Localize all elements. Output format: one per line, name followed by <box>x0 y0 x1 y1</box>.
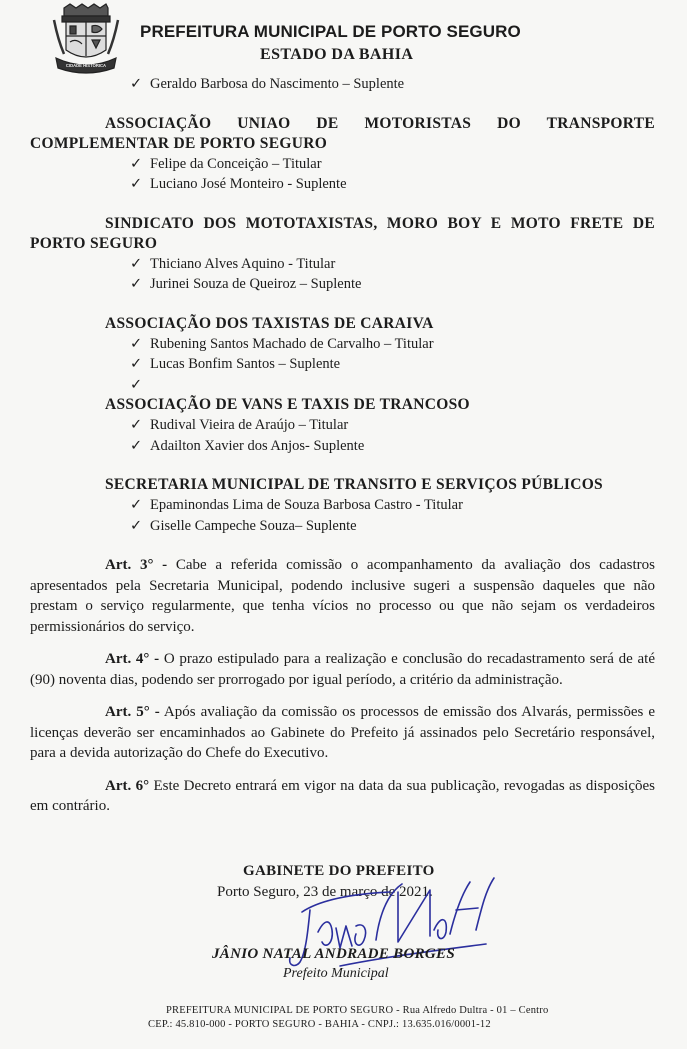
member-name: Rudival Vieira de Araújo – Titular <box>150 417 349 433</box>
list-item <box>30 354 655 375</box>
list-item <box>30 334 655 355</box>
article-3 <box>30 555 655 637</box>
place-date: Porto Seguro, 23 de março de 2021. <box>217 884 433 900</box>
member-name: Lucas Bonfim Santos – Suplente <box>150 356 341 372</box>
mayor-role: Prefeito Municipal <box>283 966 389 981</box>
check-icon: ✓ <box>130 376 143 393</box>
member-name: Thiciano Alves Aquino - Titular <box>150 255 336 272</box>
check-icon: ✓ <box>130 417 143 433</box>
list-item <box>30 436 655 457</box>
org-heading: ASSOCIAÇÃO DE VANS E TAXIS DE TRANCOSO <box>105 396 470 413</box>
check-icon: ✓ <box>130 497 143 513</box>
article-label: Art. 6° <box>105 777 150 794</box>
list-item <box>30 254 655 275</box>
check-icon: ✓ <box>130 437 143 454</box>
check-icon: ✓ <box>130 276 143 292</box>
signature-block <box>0 860 687 990</box>
article-4 <box>30 649 655 690</box>
org-heading: ASSOCIAÇÃO UNIAO DE MOTORISTAS DO TRANSPORTE COMPLEMENTAR DE PORTO SEGURO <box>30 114 655 152</box>
article-text: O prazo estipulado para a realização e conclusão do recadastramento será de até (90) noventa dias, podendo ser prorrogado por igual período, a critério da administração. <box>30 651 655 688</box>
municipal-crest-icon <box>50 2 122 76</box>
check-icon: ✓ <box>130 155 143 172</box>
mayor-name: JÂNIO NATAL ANDRADE BORGES <box>212 946 455 962</box>
crest-banner-text: CIDADE HISTORICA <box>65 63 107 68</box>
article-6 <box>30 776 655 817</box>
office-title: GABINETE DO PREFEITO <box>243 863 435 879</box>
check-icon: ✓ <box>130 176 143 192</box>
org-heading: SINDICATO DOS MOTOTAXISTAS, MORO BOY E MOTO FRETE DE PORTO SEGURO <box>30 214 655 252</box>
list-item <box>30 154 655 175</box>
list-item <box>30 415 655 436</box>
article-text: Após avaliação da comissão os processos de emissão dos Alvarás, permissões e licenças deverão ser encaminhados ao Gabinete do Prefeito já assinados pelo Secretário responsável, para a devida autorização do Chefe do Executivo. <box>30 704 655 761</box>
article-label: Art. 4° - <box>105 651 160 667</box>
article-label: Art. 5° - <box>105 704 160 720</box>
list-item <box>30 375 655 396</box>
member-name: Luciano José Monteiro - Suplente <box>150 176 347 192</box>
check-icon: ✓ <box>130 517 143 534</box>
list-item <box>30 74 655 95</box>
org-heading: SECRETARIA MUNICIPAL DE TRANSITO E SERVIÇOS PÚBLICOS <box>105 476 603 493</box>
org-heading: ASSOCIAÇÃO DOS TAXISTAS DE CARAIVA <box>105 314 434 332</box>
member-name: Rubening Santos Machado de Carvalho – Titular <box>150 335 434 352</box>
check-icon: ✓ <box>130 335 143 352</box>
article-text: Este Decreto entrará em vigor na data da sua publicação, revogadas as disposições em contrário. <box>30 777 656 814</box>
article-5 <box>30 702 655 764</box>
check-icon: ✓ <box>130 255 143 272</box>
list-item <box>30 495 655 516</box>
article-label: Art. 3° - <box>105 557 168 573</box>
page-subtitle: ESTADO DA BAHIA <box>260 46 414 63</box>
document-body <box>30 74 655 817</box>
page-title: PREFEITURA MUNICIPAL DE PORTO SEGURO <box>140 22 521 41</box>
member-name: Felipe da Conceição – Titular <box>150 155 322 172</box>
footer-address: PREFEITURA MUNICIPAL DE PORTO SEGURO - Rua Alfredo Dultra - 01 – Centro <box>166 1005 549 1016</box>
check-icon: ✓ <box>130 76 143 92</box>
article-text: Cabe a referida comissão o acompanhamento da avaliação dos cadastros apresentados pela Secretaria Municipal, podendo inclusive sugeri a suspensão daqueles que não prestam o serviço regularmente, que tenha vícios no processo ou que não sejam os verdadeiros permissionários do serviço. <box>30 557 655 635</box>
member-name: Adailton Xavier dos Anjos- Suplente <box>150 437 365 454</box>
check-icon: ✓ <box>130 356 143 372</box>
member-name: Giselle Campeche Souza– Suplente <box>150 517 357 534</box>
member-name: Geraldo Barbosa do Nascimento – Suplente <box>150 76 405 92</box>
member-name: Jurinei Souza de Queiroz – Suplente <box>150 276 362 292</box>
list-item <box>30 516 655 537</box>
list-item <box>30 274 655 295</box>
footer-registration: CEP.: 45.810-000 - PORTO SEGURO - BAHIA - CNPJ.: 13.635.016/0001-12 <box>148 1019 491 1030</box>
list-item <box>30 174 655 195</box>
member-name: Epaminondas Lima de Souza Barbosa Castro - Titular <box>150 497 463 513</box>
